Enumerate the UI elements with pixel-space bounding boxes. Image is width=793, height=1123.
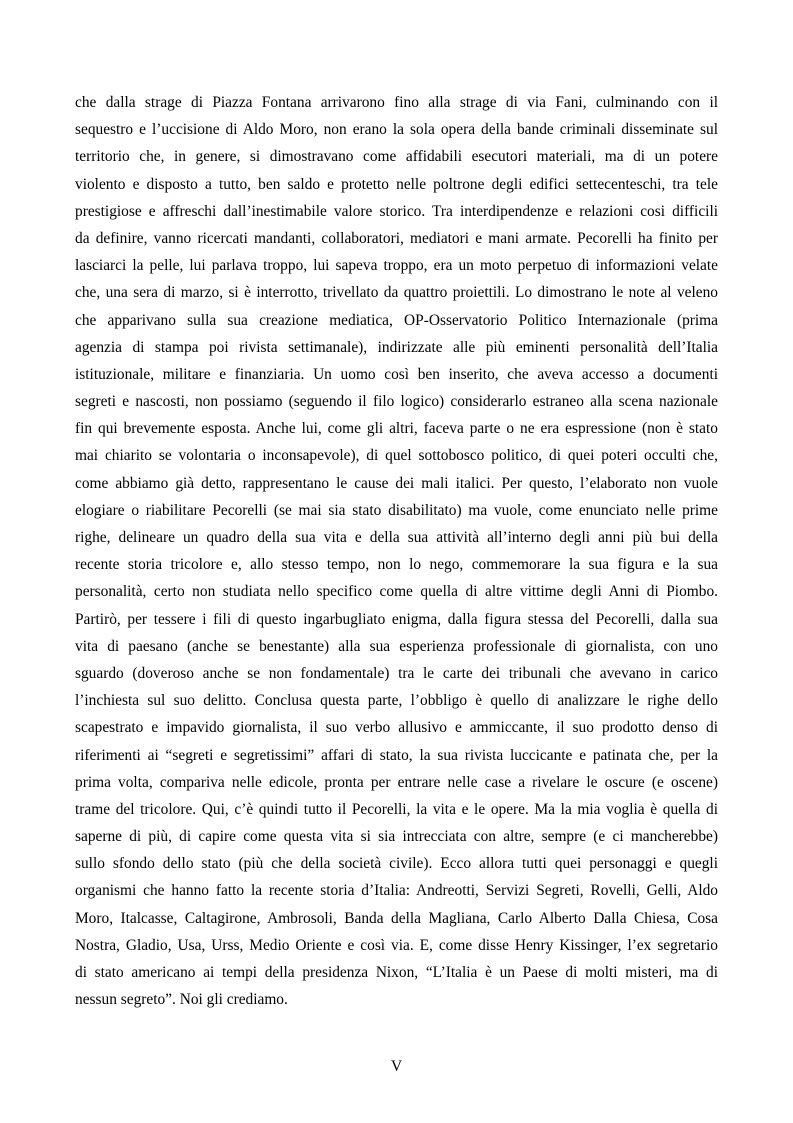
text-line: segreti e nascosti, non possiamo (seguendo il filo logico) considerarlo estraneo alla scena nazionale	[75, 393, 718, 411]
text-line: Partirò, per tessere i fili di questo ingarbugliato enigma, dalla figura stessa del Pecorelli, dalla sua	[75, 610, 718, 628]
page-number: V	[390, 1058, 403, 1075]
text-line: Nostra, Gladio, Usa, Urss, Medio Oriente e così via. E, come disse Henry Kissinger, l’ex segretario	[75, 936, 718, 954]
text-line: da definire, vanno ricercati mandanti, collaboratori, mediatori e mani armate. Pecorelli ha finito per	[75, 229, 718, 247]
text-line: scapestrato e impavido giornalista, il suo verbo allusivo e ammiccante, il suo prodotto denso di	[75, 719, 718, 737]
text-line: violento e disposto a tutto, ben saldo e protetto nelle poltrone degli edifici settecenteschi, tra tele	[75, 175, 718, 193]
text-line: recente storia tricolore e, allo stesso tempo, non lo nego, commemorare la sua figura e la sua	[75, 556, 718, 574]
text-line: come abbiamo già detto, rappresentano le cause dei mali italici. Per questo, l’elaborato non vuole	[75, 474, 718, 492]
text-line: territorio che, in genere, si dimostravano come affidabili esecutori materiali, ma di un potere	[75, 148, 718, 166]
text-line: organismi che hanno fatto la recente storia d’Italia: Andreotti, Servizi Segreti, Rovelli, Gelli, Aldo	[75, 882, 718, 900]
text-line: personalità, certo non studiata nello specifico come quella di altre vittime degli Anni di Piombo.	[75, 583, 718, 601]
text-line: sullo sfondo dello stato (più che della società civile). Ecco allora tutti quei personaggi e quegli	[75, 855, 718, 873]
text-line: riferimenti ai “segreti e segretissimi” affari di stato, la sua rivista luccicante e patinata che, per la	[75, 746, 718, 764]
text-line: sequestro e l’uccisione di Aldo Moro, non erano la sola opera della bande criminali disseminate sul	[75, 121, 718, 139]
text-line: fin qui brevemente esposta. Anche lui, come gli altri, faceva parte o ne era espressione (non è stato	[75, 420, 718, 438]
text-line: saperne di più, di capire come questa vita si sia intrecciata con altre, sempre (e ci mancherebbe)	[75, 828, 718, 846]
text-line: righe, delineare un quadro della sua vita e della sua attività all’interno degli anni più bui della	[75, 529, 718, 546]
text-line: prima volta, compariva nelle edicole, pronta per entrare nelle case a rivelare le oscure (e oscene)	[75, 773, 718, 791]
text-line: che dalla strage di Piazza Fontana arrivarono fino alla strage di via Fani, culminando con il	[75, 94, 718, 111]
body-paragraph	[75, 92, 718, 1016]
text-line: sguardo (doveroso anche se non fondamentale) tra le carte dei tribunali che avevano in carico	[75, 664, 718, 682]
text-line: l’inchiesta sul suo delitto. Conclusa questa parte, l’obbligo è quello di analizzare le righe dello	[75, 692, 718, 710]
text-line: nessun segreto”. Noi gli crediamo.	[75, 991, 288, 1009]
text-line: di stato americano ai tempi della presidenza Nixon, “L’Italia è un Paese di molti misteri, ma di	[75, 964, 718, 981]
text-line: che apparivano sulla sua creazione mediatica, OP-Osservatorio Politico Internazionale (prima	[75, 311, 718, 329]
text-line: trame del tricolore. Qui, c’è quindi tutto il Pecorelli, la vita e le opere. Ma la mia voglia è quella di	[75, 800, 718, 818]
text-line: mai chiarito se volontaria o inconsapevole), di quel sottobosco politico, di quei poteri occulti che,	[75, 447, 718, 465]
text-line: istituzionale, militare e finanziaria. Un uomo così ben inserito, che aveva accesso a documenti	[75, 365, 718, 383]
text-line: Moro, Italcasse, Caltagirone, Ambrosoli, Banda della Magliana, Carlo Alberto Dalla Chiesa, Cosa	[75, 909, 718, 927]
text-line: agenzia di stampa poi rivista settimanale), indirizzate alle più eminenti personalità dell’Italia	[75, 338, 718, 356]
text-line: vita di paesano (anche se benestante) alla sua esperienza professionale di giornalista, con uno	[75, 637, 718, 655]
text-line: che, una sera di marzo, si è interrotto, trivellato da quattro proiettili. Lo dimostrano le note al veleno	[75, 284, 718, 302]
text-line: elogiare o riabilitare Pecorelli (se mai sia stato disabilitato) ma vuole, come enunciato nelle prime	[75, 501, 718, 519]
text-line: lasciarci la pelle, lui parlava troppo, lui sapeva troppo, era un moto perpetuo di informazioni velate	[75, 257, 718, 275]
text-line: prestigiose e affreschi dall’inestimabile valore storico. Tra interdipendenze e relazioni cosi difficili	[75, 202, 718, 220]
